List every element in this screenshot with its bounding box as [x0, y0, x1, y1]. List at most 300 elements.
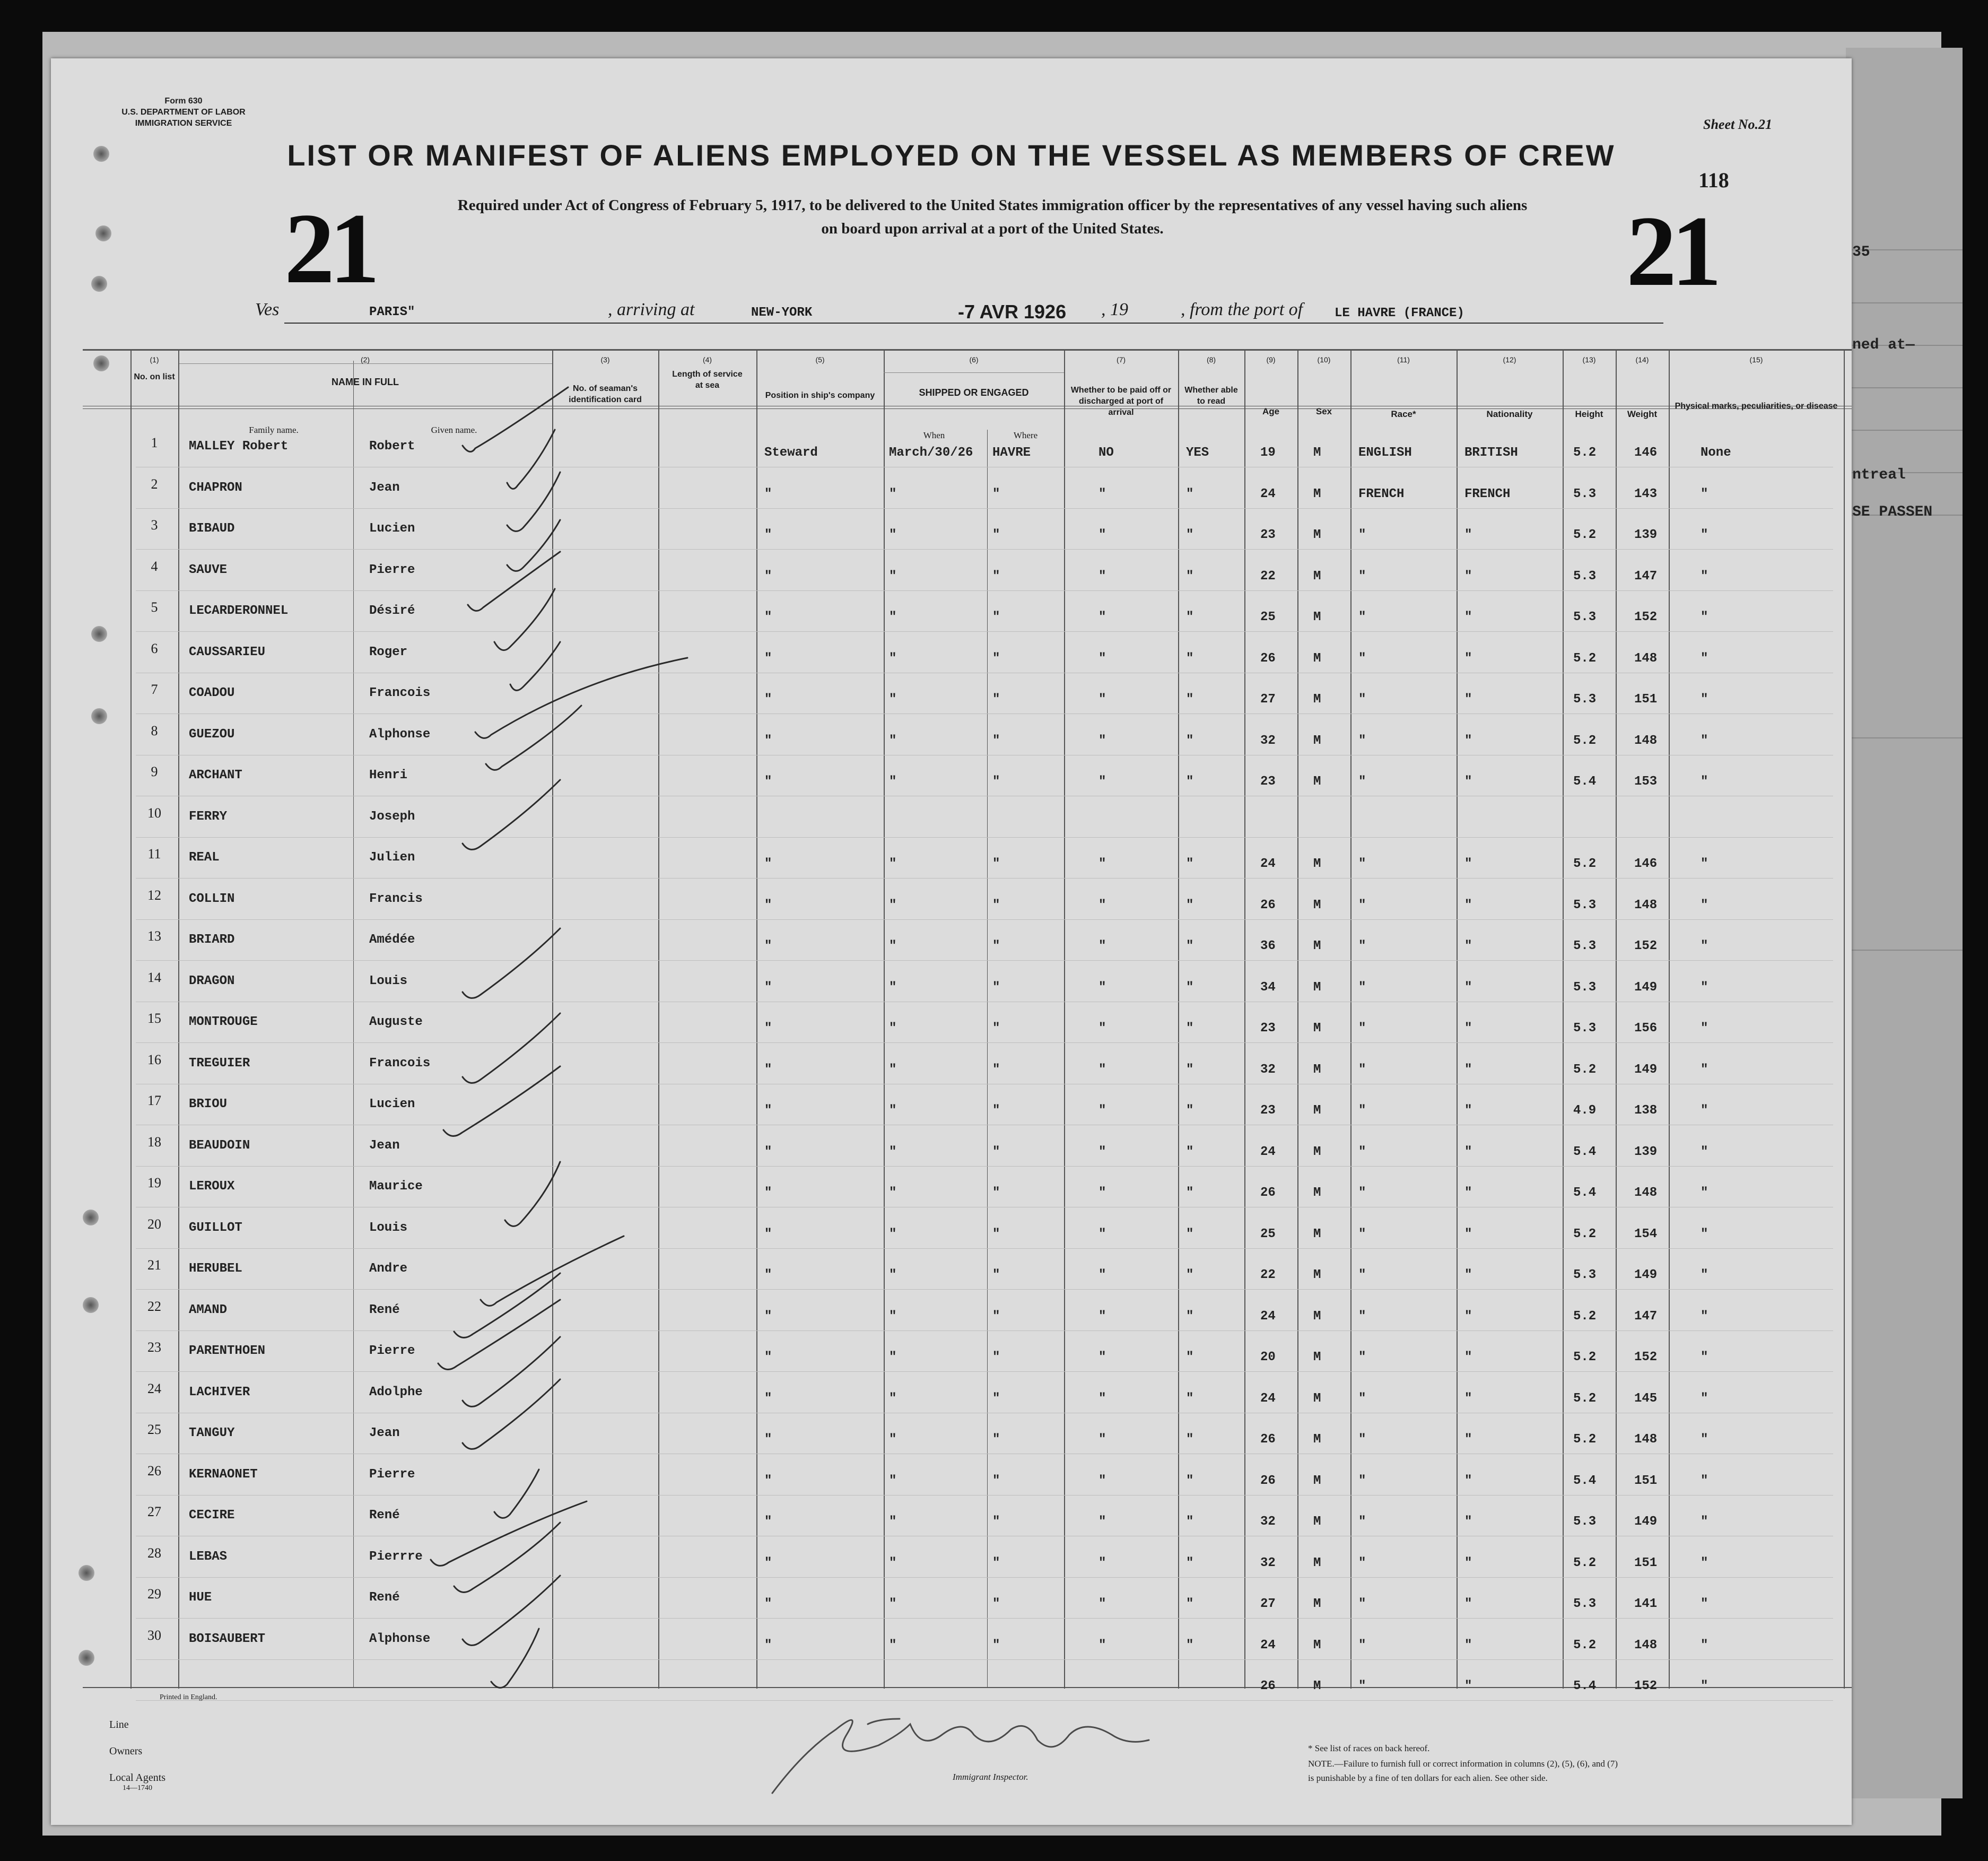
race-cell: "	[1358, 898, 1366, 912]
paid-off-cell: "	[1098, 1309, 1106, 1324]
able-to-read-cell: "	[1186, 1432, 1194, 1447]
shipped-when-cell: "	[889, 1432, 897, 1447]
weight-cell: 152	[1634, 1679, 1658, 1693]
age-cell: 34	[1260, 980, 1276, 995]
able-to-read-cell: "	[1186, 1103, 1194, 1118]
age-cell: 32	[1260, 1555, 1276, 1570]
from-label: , from the port of	[1181, 300, 1303, 319]
nationality-cell: "	[1464, 651, 1472, 666]
height-cell: 5.2	[1573, 651, 1597, 666]
row-number: 20	[147, 1216, 161, 1232]
paid-off-cell: "	[1098, 1638, 1106, 1653]
given-name-cell: Roger	[369, 645, 408, 659]
given-name-cell: Jean	[369, 480, 400, 495]
row-number: 24	[147, 1380, 161, 1396]
shipped-when-cell: "	[889, 651, 897, 666]
able-to-read-cell: "	[1186, 1144, 1194, 1159]
nationality-cell: "	[1464, 857, 1472, 871]
weight-cell: 141	[1634, 1597, 1658, 1611]
row-number: 17	[147, 1093, 161, 1108]
marks-cell: "	[1701, 486, 1708, 501]
shipped-when-cell: "	[889, 1268, 897, 1282]
given-name-cell: Joseph	[369, 809, 415, 824]
sex-cell: M	[1313, 1638, 1321, 1653]
shipped-when-cell: "	[889, 1391, 897, 1406]
given-name-cell: Amédée	[369, 933, 415, 947]
position-cell: "	[764, 1309, 772, 1324]
col-header-age: Age	[1262, 406, 1280, 416]
height-cell: 5.3	[1573, 610, 1597, 624]
shipped-where-cell: "	[992, 1515, 1000, 1529]
marks-cell: "	[1701, 733, 1708, 748]
paid-off-cell: "	[1098, 775, 1106, 789]
shipped-where-cell: "	[992, 1309, 1000, 1324]
nationality-cell: "	[1464, 610, 1472, 624]
row-number: 19	[147, 1175, 161, 1190]
sex-cell: M	[1313, 610, 1321, 624]
nationality-cell: BRITISH	[1464, 446, 1518, 460]
given-name-cell: Maurice	[369, 1179, 423, 1194]
paid-off-cell: "	[1098, 1103, 1106, 1118]
family-name-cell: BRIOU	[189, 1097, 228, 1111]
shipped-when-cell: "	[889, 569, 897, 584]
height-cell: 5.2	[1573, 528, 1597, 542]
age-cell: 19	[1260, 446, 1276, 460]
marks-cell: "	[1701, 980, 1708, 995]
family-name-cell: CAUSSARIEU	[189, 645, 266, 659]
height-cell: 5.3	[1573, 1597, 1597, 1611]
shipped-where-cell: "	[992, 1555, 1000, 1570]
height-cell: 5.4	[1573, 1473, 1597, 1488]
nationality-cell: "	[1464, 898, 1472, 912]
col-header-given: Given name.	[431, 425, 477, 435]
family-name-cell: GUEZOU	[189, 727, 235, 742]
weight-cell: 148	[1634, 733, 1658, 748]
row-number: 7	[151, 682, 158, 697]
able-to-read-cell: "	[1186, 1186, 1194, 1200]
position-cell: "	[764, 486, 772, 501]
race-cell: "	[1358, 1268, 1366, 1282]
able-to-read-cell: "	[1186, 898, 1194, 912]
col-header-family: Family name.	[249, 425, 299, 435]
given-name-cell: Julien	[369, 850, 415, 865]
row-number: 13	[147, 928, 161, 944]
sex-cell: M	[1313, 1227, 1321, 1241]
weight-cell: 147	[1634, 569, 1658, 584]
sex-cell: M	[1313, 775, 1321, 789]
shipped-where-cell: "	[992, 1473, 1000, 1488]
sex-cell: M	[1313, 1679, 1321, 1693]
family-name-cell: SAUVE	[189, 562, 228, 577]
paid-off-cell: "	[1098, 1144, 1106, 1159]
paid-off-cell: "	[1098, 528, 1106, 542]
marks-cell: "	[1701, 1309, 1708, 1324]
nationality-cell: "	[1464, 980, 1472, 995]
position-cell: "	[764, 1432, 772, 1447]
page-number: 118	[1698, 168, 1729, 192]
age-cell: 22	[1260, 569, 1276, 584]
race-cell: "	[1358, 1638, 1366, 1653]
shipped-where-cell: "	[992, 1144, 1000, 1159]
row-number: 18	[147, 1134, 161, 1150]
given-name-cell: Désiré	[369, 604, 415, 618]
position-cell: "	[764, 857, 772, 871]
able-to-read-cell: "	[1186, 1638, 1194, 1653]
nationality-cell: "	[1464, 1515, 1472, 1529]
shipped-when-cell: "	[889, 1186, 897, 1200]
marks-cell: None	[1701, 446, 1731, 460]
shipped-when-cell: "	[889, 1350, 897, 1364]
marks-cell: "	[1701, 1186, 1708, 1200]
row-number: 4	[151, 558, 158, 574]
position-cell: "	[764, 733, 772, 748]
sex-cell: M	[1313, 1391, 1321, 1406]
shipped-when-cell: "	[889, 980, 897, 995]
family-name-cell: REAL	[189, 850, 220, 865]
col-header-height: Height	[1575, 409, 1603, 419]
given-name-cell: Francis	[369, 891, 423, 906]
nationality-cell: "	[1464, 1473, 1472, 1488]
marks-cell: "	[1701, 1391, 1708, 1406]
shipped-where-cell: "	[992, 1186, 1000, 1200]
family-name-cell: BOISAUBERT	[189, 1631, 266, 1646]
marks-cell: "	[1701, 1679, 1708, 1693]
marks-cell: "	[1701, 939, 1708, 953]
shipped-when-cell: "	[889, 1473, 897, 1488]
family-name-cell: MALLEY Robert	[189, 439, 289, 454]
able-to-read-cell: YES	[1186, 446, 1209, 460]
position-cell: "	[764, 1227, 772, 1241]
age-cell: 26	[1260, 1432, 1276, 1447]
given-name-cell: Lucien	[369, 521, 415, 536]
position-cell: "	[764, 1021, 772, 1036]
family-name-cell: MONTROUGE	[189, 1015, 258, 1029]
col-header-name: NAME IN FULL	[332, 377, 399, 387]
shipped-where-cell: HAVRE	[992, 446, 1031, 460]
race-cell: "	[1358, 857, 1366, 871]
paid-off-cell: "	[1098, 857, 1106, 871]
shipped-when-cell: "	[889, 1103, 897, 1118]
shipped-when-cell: "	[889, 1638, 897, 1653]
marks-cell: "	[1701, 651, 1708, 666]
position-cell: Steward	[764, 446, 818, 460]
marks-cell: "	[1701, 898, 1708, 912]
paid-off-cell: "	[1098, 651, 1106, 666]
race-cell: "	[1358, 1432, 1366, 1447]
able-to-read-cell: "	[1186, 1473, 1194, 1488]
race-cell: FRENCH	[1358, 486, 1405, 501]
marks-cell: "	[1701, 1350, 1708, 1364]
family-name-cell: COADOU	[189, 686, 235, 700]
paid-off-cell: "	[1098, 1473, 1106, 1488]
race-cell: "	[1358, 1186, 1366, 1200]
position-cell: "	[764, 1555, 772, 1570]
able-to-read-cell: "	[1186, 610, 1194, 624]
age-cell: 27	[1260, 692, 1276, 707]
weight-cell: 156	[1634, 1021, 1658, 1036]
family-name-cell: PARENTHOEN	[189, 1344, 266, 1358]
nationality-cell: "	[1464, 1227, 1472, 1241]
weight-cell: 139	[1634, 528, 1658, 542]
shipped-where-cell: "	[992, 569, 1000, 584]
inspector-label: Immigrant Inspector.	[953, 1772, 1028, 1782]
marks-cell: "	[1701, 1021, 1708, 1036]
shipped-when-cell: "	[889, 775, 897, 789]
shipped-where-cell: "	[992, 1638, 1000, 1653]
age-cell: 23	[1260, 1021, 1276, 1036]
sex-cell: M	[1313, 857, 1321, 871]
able-to-read-cell: "	[1186, 569, 1194, 584]
shipped-where-cell: "	[992, 857, 1000, 871]
able-to-read-cell: "	[1186, 528, 1194, 542]
marks-cell: "	[1701, 1144, 1708, 1159]
race-cell: "	[1358, 1309, 1366, 1324]
paid-off-cell: "	[1098, 692, 1106, 707]
sex-cell: M	[1313, 651, 1321, 666]
given-name-cell: Louis	[369, 1220, 408, 1235]
shipped-where-cell: "	[992, 980, 1000, 995]
paid-off-cell: "	[1098, 1391, 1106, 1406]
height-cell: 5.3	[1573, 692, 1597, 707]
sex-cell: M	[1313, 1597, 1321, 1611]
weight-cell: 145	[1634, 1391, 1658, 1406]
weight-cell: 146	[1634, 857, 1658, 871]
shipped-when-cell: "	[889, 1021, 897, 1036]
col-header-when: When	[923, 430, 945, 440]
shipped-where-cell: "	[992, 1391, 1000, 1406]
sex-cell: M	[1313, 1473, 1321, 1488]
vessel-label: Ves	[255, 300, 280, 319]
height-cell: 5.2	[1573, 1227, 1597, 1241]
sex-cell: M	[1313, 1432, 1321, 1447]
height-cell: 5.2	[1573, 446, 1597, 460]
nationality-cell: "	[1464, 569, 1472, 584]
age-cell: 32	[1260, 733, 1276, 748]
marks-cell: "	[1701, 1638, 1708, 1653]
family-name-cell: ARCHANT	[189, 768, 242, 782]
race-cell: "	[1358, 1515, 1366, 1529]
position-cell: "	[764, 775, 772, 789]
family-name-cell: GUILLOT	[189, 1220, 242, 1235]
manifest-sheet: Form 630 U.S. DEPARTMENT OF LABOR IMMIGRATION SERVICE Sheet No.21 118 LIST OR MANIFEST OF ALIENS EMPLOYED ON THE VESSEL AS MEMBERS OF CREW Required under Act of Congress of February 5, 1917, to be delivered to the United States immigration officer by the representatives of any vessel having such aliens on board upon arrival at a port of the United States. 21 21 Ves PARIS" , arriving at NEW-YORK -7 AVR 1926 , 19 , from the port of LE HAVRE (FRANCE) (1) (2) (3) (4) (5) (6) (7) (8) (9) (10) (11) (12) (13) (14) (15) No. on list NAME IN FULL Family name. Given name. No. of seaman's identification card Length of service at sea Position in ship's company SHIPPED OR ENGAGED When Where Whether to be paid off or discharged at port of arrival Whether able to read Age Sex Race* Nationality Height Weight Physical marks, peculiarities, or disease 1 MALLEY Robert Robert Steward March/30/26 HAVRE NO YES 19 M ENGLISH BRITISH 5.2 146 None 2 CHAPRON Jean " " " " " 24 M FRENCH FRENCH 5.3 143 " 3 BIBAUD Lucien " " " " " 23 M " " 5.2 139 " 4 SAUVE Pierre " " " " " 22 M " " 5.3 147 " 5 LECARDERONNEL Désiré " " " " " 25 M " " 5.3 152 " 6 CAUSSARIEU Roger " " " " " 26 M " " 5.2 148 " 7 COADOU Francois " " " " " 27 M " " 5.3 151 " 8 GUEZOU Alphonse " " " " " 32 M " " 5.2 148 " 9 ARCHANT Henri " " " " " 23 M " " 5.4 153 " 10 FERRY Joseph 11 REAL Julien " " " " " 24 M " " 5.2 146 " 12 COLLIN Francis " " " " " 26 M " " 5.3 148 " 13 BRIARD Amédée " " " " " 36 M " " 5.3 152 " 14 DRAGON Louis " " " " " 34 M " " 5.3 149 " 15 MONTROUGE Auguste " " " " " 23 M " " 5.3 156 " 16 TREGUIER Francois " " " " " 32 M " " 5.2 149 " 17 BRIOU Lucien " " " " " 23 M " " 4.9 138 " 18 BEAUDOIN Jean " " " " " 24 M " " 5.4 139 " 19 LEROUX Maurice " " " " " 26 M " " 5.4 148 " 20 GUILLOT Louis " " " " " 25 M " " 5.2 154 " 21 HERUBEL Andre " " " " " 22 M " " 5.3 149 " 22 AMAND René " " " " " 24 M " " 5.2 147 " 23 PARENTHOEN Pierre " " " " " 20 M " " 5.2 152 " 24 LACHIVER Adolphe " " " " " 24 M " " 5.2 145 " 25 TANGUY Jean " " " " " 26 M " " 5.2 148 " 26 KERNAONET Pierre " " " " " 26 M " " 5.4 151 " 27 CECIRE René " " " " " 32 M " " 5.3 149 " 28 LEBAS Pierrre " " " " " 32 M " " 5.2 151 " 29 HUE René " " " " " 27 M " " 5.3 141 " 30 BOISAUBERT Alphonse " " " " " 24 M " " 5.2 148 " 26 M " " 5.4 152 " Printed in England. Line Owners Local Agents 14—1740 Immigrant Inspector. * See list of races on back hereof. NOTE.—Failure to furnish full or correct information in columns (2), (5), (6), and (7) is punishable by a fine of ten dollars for each alien. See other side.	[51, 58, 1852, 1825]
able-to-read-cell: "	[1186, 1021, 1194, 1036]
sex-cell: M	[1313, 898, 1321, 912]
nationality-cell: "	[1464, 775, 1472, 789]
given-name-cell: Auguste	[369, 1015, 423, 1029]
fine-note: NOTE.—Failure to furnish full or correct information in columns (2), (5), (6), and (7) is punishable by a fine of ten dollars for each alien. See other side.	[1308, 1759, 1618, 1783]
marks-cell: "	[1701, 857, 1708, 871]
given-name-cell: Pierre	[369, 562, 415, 577]
position-cell: "	[764, 980, 772, 995]
position-cell: "	[764, 692, 772, 707]
nationality-cell: "	[1464, 692, 1472, 707]
position-cell: "	[764, 1186, 772, 1200]
col-header-race: Race*	[1391, 409, 1416, 419]
weight-cell: 148	[1634, 1432, 1658, 1447]
given-name-cell: Louis	[369, 973, 408, 988]
race-cell: "	[1358, 1473, 1366, 1488]
shipped-where-cell: "	[992, 775, 1000, 789]
shipped-where-cell: "	[992, 692, 1000, 707]
owners-label: Owners	[109, 1745, 143, 1757]
col-header-nationality: Nationality	[1486, 409, 1533, 419]
able-to-read-cell: "	[1186, 1515, 1194, 1529]
age-cell: 24	[1260, 1638, 1276, 1653]
weight-cell: 148	[1634, 1186, 1658, 1200]
shipped-when-cell: "	[889, 486, 897, 501]
shipped-where-cell: "	[992, 486, 1000, 501]
shipped-where-cell: "	[992, 733, 1000, 748]
row-number: 26	[147, 1463, 161, 1479]
shipped-when-cell: "	[889, 857, 897, 871]
position-cell: "	[764, 528, 772, 542]
sex-cell: M	[1313, 1021, 1321, 1036]
row-number: 2	[151, 476, 158, 492]
family-name-cell: BEAUDOIN	[189, 1138, 250, 1153]
marks-cell: "	[1701, 1597, 1708, 1611]
family-name-cell: HERUBEL	[189, 1262, 242, 1276]
sex-cell: M	[1313, 1268, 1321, 1282]
nationality-cell: "	[1464, 528, 1472, 542]
marks-cell: "	[1701, 1062, 1708, 1077]
race-cell: "	[1358, 1679, 1366, 1693]
paid-off-cell: "	[1098, 1432, 1106, 1447]
row-number: 6	[151, 640, 158, 656]
given-name-cell: Francois	[369, 686, 431, 700]
sex-cell: M	[1313, 939, 1321, 953]
nationality-cell: "	[1464, 939, 1472, 953]
able-to-read-cell: "	[1186, 1227, 1194, 1241]
col-header-no: No. on list	[134, 372, 175, 381]
sheet-number: Sheet No.21	[1703, 117, 1772, 132]
age-cell: 26	[1260, 1186, 1276, 1200]
race-cell: "	[1358, 980, 1366, 995]
shipped-when-cell: "	[889, 692, 897, 707]
col-header-id-card: No. of seaman's identification card	[569, 384, 642, 404]
sex-cell: M	[1313, 486, 1321, 501]
weight-cell: 148	[1634, 651, 1658, 666]
race-cell: "	[1358, 1555, 1366, 1570]
family-name-cell: FERRY	[189, 809, 228, 824]
marks-cell: "	[1701, 1473, 1708, 1488]
family-name-cell: LECARDERONNEL	[189, 604, 289, 618]
margin-text: ntreal	[1852, 467, 1906, 483]
row-number: 15	[147, 1011, 161, 1026]
row-number: 25	[147, 1422, 161, 1437]
shipped-when-cell: "	[889, 1597, 897, 1611]
able-to-read-cell: "	[1186, 1268, 1194, 1282]
able-to-read-cell: "	[1186, 857, 1194, 871]
height-cell: 5.4	[1573, 1679, 1597, 1693]
family-name-cell: CECIRE	[189, 1508, 235, 1523]
shipped-where-cell: "	[992, 651, 1000, 666]
shipped-when-cell: "	[889, 1309, 897, 1324]
height-cell: 5.4	[1573, 1144, 1597, 1159]
position-cell: "	[764, 1268, 772, 1282]
shipped-where-cell: "	[992, 610, 1000, 624]
date-stamp: -7 AVR 1926	[958, 301, 1067, 323]
given-name-cell: René	[369, 1302, 400, 1317]
sex-cell: M	[1313, 980, 1321, 995]
paid-off-cell: "	[1098, 1555, 1106, 1570]
able-to-read-cell: "	[1186, 1391, 1194, 1406]
race-cell: "	[1358, 1597, 1366, 1611]
row-number: 10	[147, 805, 161, 821]
row-number: 16	[147, 1051, 161, 1067]
height-cell: 5.2	[1573, 1350, 1597, 1364]
weight-cell: 149	[1634, 1515, 1658, 1529]
race-cell: "	[1358, 1144, 1366, 1159]
age-cell: 25	[1260, 610, 1276, 624]
age-cell: 20	[1260, 1350, 1276, 1364]
weight-cell: 154	[1634, 1227, 1658, 1241]
marks-cell: "	[1701, 1268, 1708, 1282]
given-name-cell: René	[369, 1590, 400, 1605]
position-cell: "	[764, 1062, 772, 1077]
weight-cell: 143	[1634, 486, 1658, 501]
race-cell: "	[1358, 651, 1366, 666]
row-number: 14	[147, 969, 161, 985]
sex-cell: M	[1313, 1103, 1321, 1118]
paid-off-cell: "	[1098, 733, 1106, 748]
margin-text: SE PASSEN	[1852, 504, 1933, 520]
able-to-read-cell: "	[1186, 733, 1194, 748]
margin-text: ned at—	[1852, 337, 1915, 353]
sex-cell: M	[1313, 733, 1321, 748]
shipped-where-cell: "	[992, 1268, 1000, 1282]
shipped-when-cell: "	[889, 898, 897, 912]
nationality-cell: "	[1464, 1597, 1472, 1611]
family-name-cell: BRIARD	[189, 933, 235, 947]
margin-text: 35	[1852, 244, 1870, 260]
race-cell: "	[1358, 1021, 1366, 1036]
col-header-sex: Sex	[1315, 406, 1332, 416]
col-header-where: Where	[1013, 430, 1038, 440]
height-cell: 5.2	[1573, 1432, 1597, 1447]
able-to-read-cell: "	[1186, 486, 1194, 501]
sex-cell: M	[1313, 1350, 1321, 1364]
given-name-cell: Henri	[369, 768, 408, 782]
age-cell: 24	[1260, 857, 1276, 871]
nationality-cell: "	[1464, 1144, 1472, 1159]
printed-note: Printed in England.	[160, 1693, 217, 1701]
weight-cell: 149	[1634, 1268, 1658, 1282]
height-cell: 5.3	[1573, 898, 1597, 912]
row-number: 30	[147, 1627, 161, 1643]
weight-cell: 151	[1634, 1473, 1658, 1488]
able-to-read-cell: "	[1186, 1555, 1194, 1570]
height-cell: 5.3	[1573, 1515, 1597, 1529]
nationality-cell: "	[1464, 1679, 1472, 1693]
able-to-read-cell: "	[1186, 775, 1194, 789]
nationality-cell: "	[1464, 1432, 1472, 1447]
paid-off-cell: "	[1098, 1227, 1106, 1241]
marks-cell: "	[1701, 569, 1708, 584]
race-note: * See list of races on back hereof.	[1308, 1743, 1430, 1753]
paid-off-cell: "	[1098, 1021, 1106, 1036]
able-to-read-cell: "	[1186, 692, 1194, 707]
position-cell: "	[764, 1103, 772, 1118]
family-name-cell: BIBAUD	[189, 521, 235, 536]
height-cell: 5.2	[1573, 857, 1597, 871]
shipped-when-cell: "	[889, 528, 897, 542]
able-to-read-cell: "	[1186, 980, 1194, 995]
race-cell: "	[1358, 775, 1366, 789]
position-cell: "	[764, 1350, 772, 1364]
sex-cell: M	[1313, 1186, 1321, 1200]
race-cell: "	[1358, 1103, 1366, 1118]
weight-cell: 153	[1634, 775, 1658, 789]
